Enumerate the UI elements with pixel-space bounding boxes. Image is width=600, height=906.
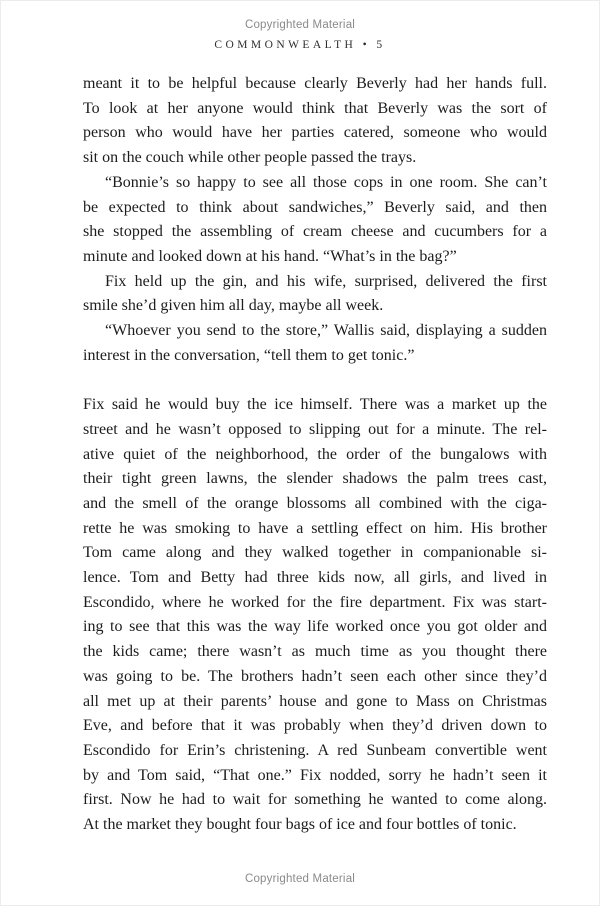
copyright-notice-bottom: Copyrighted Material — [244, 873, 356, 885]
running-header — [1, 39, 599, 51]
text-line: Tom came along and they walked together in companionable si- — [83, 544, 547, 562]
text-line: “Whoever you send to the store,” Wallis said, displaying a sudden — [105, 322, 547, 340]
text-line: person who would have her parties catered, someone who would — [83, 124, 547, 142]
text-line: by and Tom said, “That one.” Fix nodded, sorry he hadn’t seen it — [83, 766, 547, 784]
text-line: was going to be. The brothers hadn’t seen each other since they’d — [83, 667, 547, 685]
text-line: the kids came; there wasn’t as much time as you thought there — [83, 643, 547, 661]
paragraph — [83, 319, 547, 368]
paragraph — [83, 270, 547, 319]
text-line: rette he was smoking to have a settling effect on him. His brother — [83, 519, 547, 537]
text-line: meant it to be helpful because clearly Beverly had her hands full. — [83, 75, 547, 92]
text-line: and the smell of the orange blossoms all combined with the ciga- — [83, 494, 547, 512]
text-line: ative quiet of the neighborhood, the order of the bungalows with — [83, 445, 547, 463]
paragraph — [83, 72, 547, 171]
text-line: Eve, and before that it was probably when they’d driven down to — [83, 717, 547, 735]
text-line: lence. Tom and Betty had three kids now, all girls, and lived in — [83, 569, 547, 587]
text-line: first. Now he had to wait for something he wanted to come along. — [83, 791, 547, 809]
text-line: At the market they bought four bags of ice and four bottles of tonic. — [83, 816, 517, 834]
paragraph — [83, 393, 547, 838]
text-line: “Bonnie’s so happy to see all those cops in one room. She can’t — [105, 173, 547, 191]
copyright-notice-top: Copyrighted Material — [244, 19, 356, 31]
paragraph — [83, 171, 547, 270]
page-body — [83, 72, 547, 838]
text-line: smile she’d given him all day, maybe all week. — [83, 297, 384, 315]
text-line: Fix held up the gin, and his wife, surprised, delivered the first — [105, 272, 547, 290]
text-line: she stopped the assembling of cream cheese and cucumbers for a — [83, 223, 547, 241]
running-header-text: COMMONWEALTH • 5 — [214, 39, 386, 51]
text-line: be expected to think about sandwiches,” Beverly said, and then — [83, 198, 547, 216]
text-line: Fix said he would buy the ice himself. There was a market up the — [83, 396, 547, 414]
text-line: Escondido for Erin’s christening. A red Sunbeam convertible went — [83, 741, 547, 759]
text-line: minute and looked down at his hand. “What’s in the bag?” — [83, 247, 457, 265]
text-line: sit on the couch while other people passed the trays. — [83, 149, 417, 167]
text-line: interest in the conversation, “tell them to get tonic.” — [83, 346, 415, 364]
text-line: all met up at their parents’ house and gone to Mass on Christmas — [83, 692, 547, 710]
text-line: Escondido, where he worked for the fire department. Fix was start- — [83, 593, 547, 611]
text-line: ing to see that this was the way life worked once you got older and — [83, 618, 547, 636]
text-line: To look at her anyone would think that Beverly was the sort of — [83, 99, 547, 117]
text-line: their tight green lawns, the slender shadows the palm trees cast, — [83, 470, 547, 488]
text-line: street and he wasn’t opposed to slipping out for a minute. The rel- — [83, 420, 547, 438]
